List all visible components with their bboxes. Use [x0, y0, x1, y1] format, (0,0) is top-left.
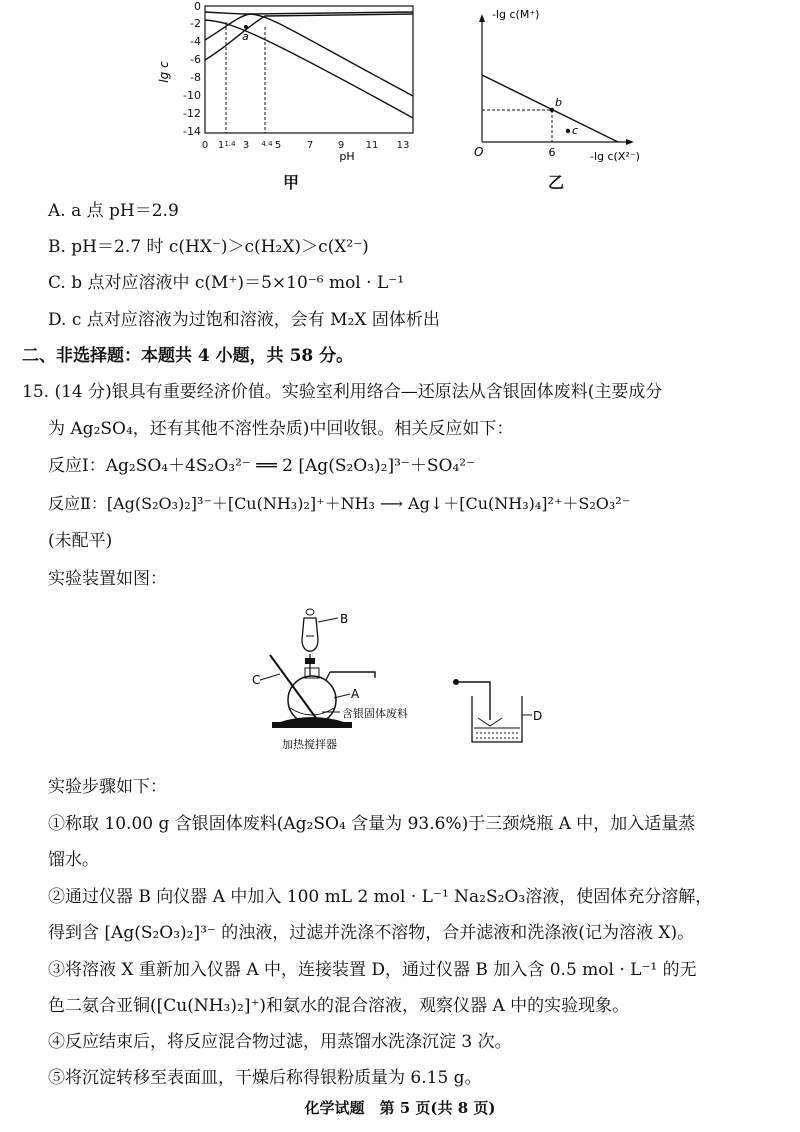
- y-tick: -4: [190, 35, 201, 48]
- label-stirrer: 加热搅拌器: [282, 738, 337, 751]
- x-axis-label: -lg c(X²⁻): [590, 150, 640, 163]
- section-heading: 二、非选择题：本题共 4 小题，共 58 分。: [22, 346, 354, 366]
- step3-line1: ③将溶液 X 重新加入仪器 A 中，连接装置 D，通过仪器 B 加入含 0.5 mol · L⁻¹ 的无: [48, 960, 697, 980]
- point-a-label: a: [242, 30, 249, 43]
- curve-h2x: [205, 20, 413, 118]
- label-b: B: [340, 612, 349, 626]
- funnel-stopper: [306, 609, 314, 615]
- y-tick: -8: [190, 71, 201, 84]
- step3-line2: 色二氨合亚铜([Cu(NH₃)₂]⁺)和氨水的混合溶液，观察仪器 A 中的实验现象。: [48, 996, 630, 1016]
- figure-jia-caption: 甲: [283, 173, 300, 192]
- apparatus-diagram: [250, 600, 560, 760]
- heating-stirrer: [272, 722, 352, 728]
- absorption-tube: [459, 682, 490, 720]
- y-arrow: [479, 14, 485, 22]
- label-c: C: [252, 673, 261, 687]
- q15-line1: 15. (14 分)银具有重要经济价值。实验室利用络合—还原法从含银固体废料(主要成分: [22, 382, 663, 402]
- label-d: D: [533, 709, 543, 723]
- curve-hx-minus: [205, 14, 413, 96]
- x-tick: 9: [337, 140, 345, 151]
- x-tick: 11: [365, 140, 379, 151]
- x-axis-label: pH: [339, 150, 355, 163]
- label-waste: 含银固体废料: [342, 707, 408, 720]
- x-tick: 13: [396, 140, 410, 151]
- origin-label: O: [474, 145, 484, 159]
- option-a: A. a 点 pH＝2.9: [48, 201, 179, 221]
- x-tick: 7: [306, 140, 314, 151]
- plot-frame: [205, 6, 413, 133]
- step1-line2: 馏水。: [48, 850, 99, 870]
- x-tick: 5: [274, 140, 282, 151]
- unbalanced-note: (未配平): [48, 531, 113, 551]
- funnel-b: [302, 618, 318, 651]
- option-b: B. pH＝2.7 时 c(HX⁻)＞c(H₂X)＞c(X²⁻): [48, 237, 369, 257]
- y-tick: -12: [183, 107, 201, 120]
- rod-c: [270, 655, 316, 718]
- gas-tube: [330, 672, 375, 678]
- heating-plate: [280, 717, 344, 722]
- step1-line1: ①称取 10.00 g 含银固体废料(Ag₂SO₄ 含量为 93.6%)于三颈烧瓶 A 中，加入适量蒸: [48, 814, 696, 834]
- label-b-leader: [318, 618, 338, 622]
- step2-line2: 得到含 [Ag(S₂O₃)₂]³⁻ 的浊液，过滤并洗涤不溶物，合并滤液和洗涤液(记为溶液 X)。: [48, 923, 695, 943]
- figure-jia-chart: [150, 0, 430, 165]
- label-a: A: [351, 687, 360, 701]
- y-tick: 0: [194, 0, 201, 13]
- curve-hx: [205, 12, 413, 14]
- point-a-marker: [244, 25, 248, 29]
- step5: ⑤将沉淀转移至表面皿，干燥后称得银粉质量为 6.15 g。: [48, 1068, 482, 1088]
- page-footer: 化学试题 第 5 页(共 8 页): [304, 1099, 496, 1117]
- point-c-label: c: [572, 124, 579, 137]
- y-axis-label: lg c: [157, 61, 171, 83]
- point-c-marker: [566, 129, 570, 133]
- figure-yi-caption: 乙: [548, 173, 565, 192]
- reaction-2: 反应Ⅱ：[Ag(S₂O₃)₂]³⁻＋[Cu(NH₃)₂]⁺＋NH₃ ⟶ Ag↓＋[Cu(NH₃)₄]²⁺＋S₂O₃²⁻: [48, 494, 631, 513]
- x-tick: 0: [201, 140, 209, 151]
- y-axis-label: -lg c(M⁺): [492, 8, 540, 21]
- option-c: C. b 点对应溶液中 c(M⁺)＝5×10⁻⁶ mol · L⁻¹: [48, 273, 405, 293]
- x-tick: 4.4: [261, 140, 273, 148]
- figure-yi-chart: [470, 0, 670, 165]
- beaker-liquid: [474, 728, 520, 738]
- curve-x2: [205, 14, 413, 60]
- x-tick-6: 6: [548, 146, 556, 159]
- reaction-1: 反应Ⅰ：Ag₂SO₄＋4S₂O₃²⁻ ══ 2 [Ag(S₂O₃)₂]³⁻＋SO₄²⁻: [48, 456, 476, 476]
- step2-line1: ②通过仪器 B 向仪器 A 中加入 100 mL 2 mol · L⁻¹ Na₂S₂O₃溶液，使固体充分溶解，: [48, 887, 713, 907]
- point-b-marker: [550, 108, 554, 112]
- y-tick: -14: [183, 125, 201, 138]
- option-d: D. c 点对应溶液为过饱和溶液，会有 M₂X 固体析出: [48, 310, 440, 330]
- label-c-leader: [260, 674, 280, 680]
- funnel-stopcock: [305, 658, 315, 664]
- step4: ④反应结束后，将反应混合物过滤，用蒸馏水洗涤沉淀 3 次。: [48, 1032, 512, 1052]
- x-tick: 3: [242, 140, 250, 151]
- y-tick: -2: [190, 17, 201, 30]
- point-b-label: b: [555, 96, 562, 109]
- y-tick: -6: [190, 53, 201, 66]
- steps-title: 实验步骤如下：: [48, 777, 167, 797]
- side-neck: [326, 672, 330, 680]
- x-tick: 1: [217, 140, 225, 151]
- x-arrow: [626, 139, 634, 145]
- saturation-line: [482, 75, 618, 142]
- setup-intro: 实验装置如图：: [48, 569, 167, 589]
- three-neck-flask-a: [288, 676, 336, 724]
- q15-line2: 为 Ag₂SO₄，还有其他不溶性杂质)中回收银。相关反应如下：: [48, 419, 514, 439]
- y-tick: -10: [183, 89, 201, 102]
- tube-connector: [453, 679, 459, 685]
- x-tick: 1.4: [224, 140, 236, 148]
